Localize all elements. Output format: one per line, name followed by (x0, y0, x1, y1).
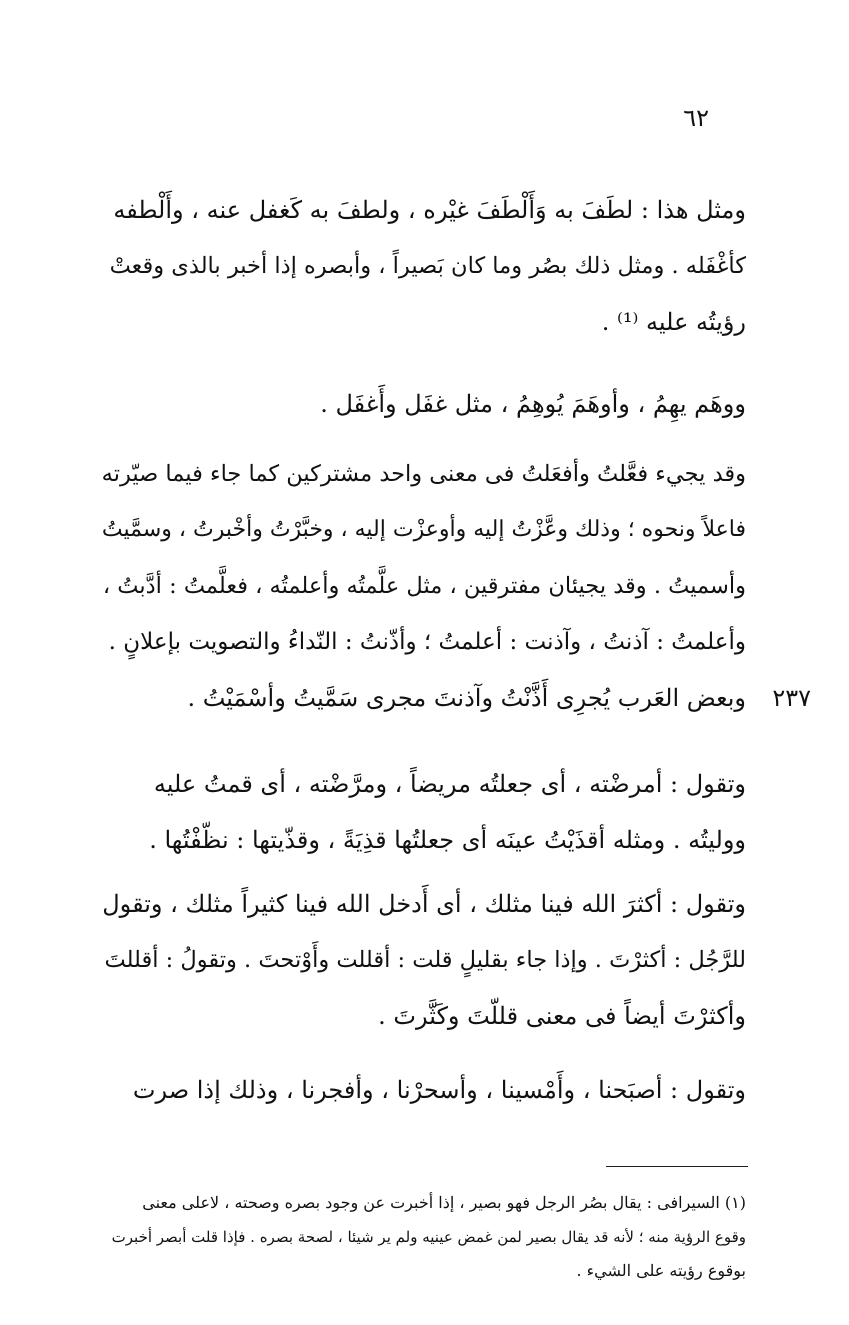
text-line: فاعلاً ونحوه ؛ وذلك وعَّزْتُ إليه وأوعزْت إليه ، وخبَّرْتُ وأخْبرتُ ، وسمَّيتُ (101, 517, 746, 542)
paragraph-1 (98, 182, 746, 350)
paragraph-5 (98, 876, 746, 1044)
paragraph-4 (98, 756, 746, 868)
margin-reference-number: ٢٣٧ (772, 684, 811, 712)
text-line: ووهَم يهِمُ ، وأوهَمَ يُوهِمُ ، مثل غفَل وأَغفَل . (320, 390, 746, 418)
text-line: وتقول : أكثرَ الله فينا مثلك ، أى أَدخل الله فينا كثيراً مثلك ، وتقول (102, 890, 746, 918)
text-line: وأعلمتُ : آذنتُ ، وآذنت : أعلمتُ ؛ وأذّنتُ : النّداءُ والتصويت بإعلانٍ . (108, 629, 746, 655)
footnote-line: (١) السيرافى : يقال بصُر الرجل فهو بصير ، إذا أخبرت عن وجود بصره وصحته ، لاعلى معنى (142, 1193, 746, 1212)
text-line: وقد يجيء فعَّلتُ وأفعَلتُ فى معنى واحد مشتركين كما جاء فيما صيّرته (101, 461, 746, 487)
paragraph-2 (98, 376, 746, 432)
text-line: للرَّجُل : أكثرْتَ . وإذا جاء بقليلٍ قلت : أقللت وأَوْتحتَ . وتقولُ : أقللتَ (104, 947, 746, 973)
paragraph-3 (98, 446, 746, 726)
footnote (98, 1186, 746, 1288)
page-number: ٦٢ (683, 104, 709, 132)
footnote-divider (606, 1166, 748, 1167)
text-line: ومثل هذا : لطَفَ به وَأَلْطَفَ غيْره ، ولطفَ به كَغفل عنه ، وأَلْطفه (113, 196, 746, 224)
text-line: رؤيتُه عليه ⁽¹⁾ . (601, 308, 746, 336)
text-line: وبعض العَرب يُجرِى أَذَّنْتُ وآذنتَ مجرى سَمَّيتُ وأسْمَيْتُ . (187, 684, 746, 712)
text-line: وتقول : أصبَحنا ، وأَمْسينا ، وأسحرْنا ، وأفجرنا ، وذلك إذا صرت (132, 1076, 746, 1104)
text-line: وتقول : أمرضْته ، أى جعلتُه مريضاً ، ومرَّضْته ، أى قمتُ عليه (153, 770, 746, 798)
text-line: كأغْفَله . ومثل ذلك بصُر وما كان بَصيراً ، وأبصره إذا أخبر بالذى وقعتْ (109, 253, 746, 279)
text-line: وأكثرْتَ أيضاً فى معنى قللّتَ وكَثَّرتَ . (378, 1002, 746, 1030)
footnote-line: وقوع الرؤية منه ؛ لأنه قد يقال بصير لمن غمض عينيه ولم ير شيئا ، لصحة بصره . فإذا قلت أبصر أخبرت (111, 1228, 746, 1246)
text-line: وأسميتُ . وقد يجيئان مفترقين ، مثل علَّمتُه وأعلمتُه ، فعلَّمتُ : أدَّبتُ ، (102, 573, 746, 599)
footnote-line: بوقوع رؤيته على الشيء . (576, 1261, 746, 1280)
text-line: ووليتُه . ومثله أقذَيْتُ عينَه أى جعلتُها قذِيَةً ، وقذّيتها : نظّفْتُها . (149, 826, 746, 854)
paragraph-6 (98, 1062, 746, 1118)
